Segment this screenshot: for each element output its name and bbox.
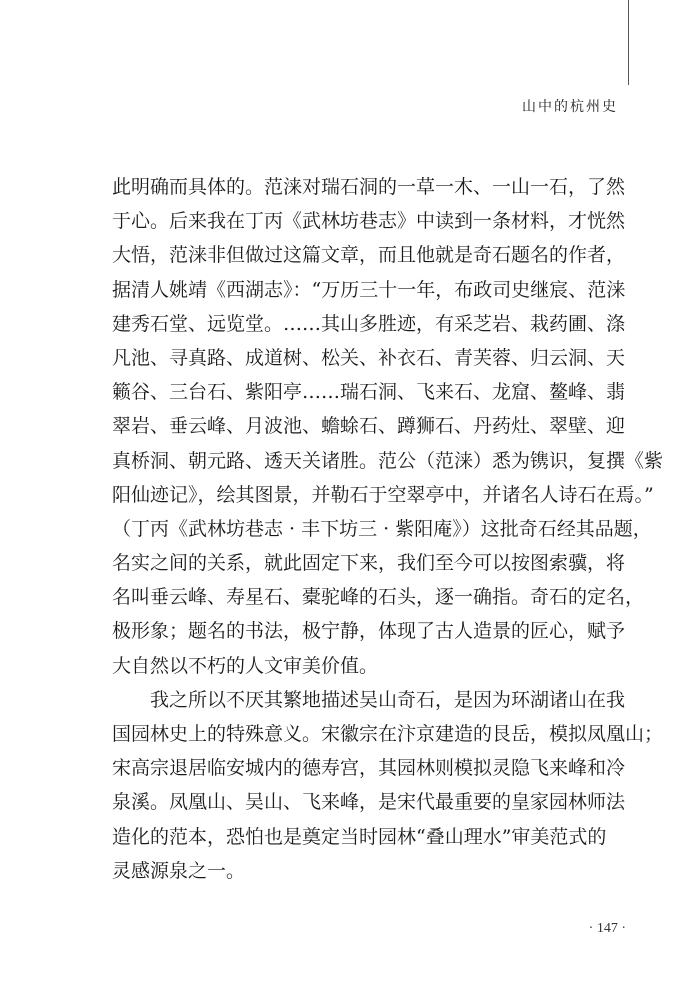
text-line: 灵感源泉之一。	[112, 859, 246, 882]
text-line: 我之所以不厌其繁地描述吴山奇石，是因为环湖诸山在我	[150, 688, 626, 711]
text-line: 造化的范本，恐怕也是奠定当时园林“叠山理水”审美范式的	[112, 825, 607, 848]
text-line: 此明确而具体的。范涞对瑞石洞的一草一木、一山一石，了然	[112, 176, 626, 198]
text-line: 真桥洞、朝元路、透天关诸胜。范公（范涞）悉为镌识，复撰《紫	[112, 449, 664, 472]
text-line: 翠岩、垂云峰、月波池、蟾蜍石、蹲狮石、丹药灶、翠壁、迎	[112, 415, 626, 438]
running-head: 山中的杭州史	[522, 99, 618, 115]
text-line: 籁谷、三台石、紫阳亭……瑞石洞、飞来石、龙窟、鳌峰、翡	[112, 381, 626, 404]
text-line: 于心。后来我在丁丙《武林坊巷志》中读到一条材料，才恍然	[112, 210, 626, 233]
text-line: 极形象；题名的书法，极宁静，体现了古人造景的匠心，赋予	[112, 620, 626, 643]
text-line: 国园林史上的特殊意义。宋徽宗在汴京建造的艮岳，模拟凤凰山；	[112, 723, 664, 745]
text-line: 名实之间的关系，就此固定下来，我们至今可以按图索骥，将	[112, 552, 626, 575]
page-edge-rule	[628, 0, 629, 85]
text-line: 泉溪。凤凰山、吴山、飞来峰，是宋代最重要的皇家园林师法	[112, 791, 626, 814]
text-line: 凡池、寻真路、成道树、松关、补衣石、青芙蓉、归云洞、天	[112, 346, 626, 369]
text-line: 宋高宗退居临安城内的德寿宫，其园林则模拟灵隐飞来峰和冷	[112, 757, 626, 780]
body-text	[112, 170, 664, 888]
page-number: · 147 ·	[588, 921, 626, 936]
text-line: 大悟，范涞非但做过这篇文章，而且他就是奇石题名的作者，	[112, 244, 626, 267]
text-line: 名叫垂云峰、寿星石、橐驼峰的石头，逐一确指。奇石的定名，	[112, 586, 645, 609]
text-line: （丁丙《武林坊巷志 · 丰下坊三 · 紫阳庵》）这批奇石经其品题，	[112, 517, 652, 540]
text-line: 大自然以不朽的人文审美价值。	[112, 654, 379, 677]
text-line: 据清人姚靖《西湖志》：“万历三十一年，布政司史继宸、范涞	[112, 278, 626, 301]
text-line: 建秀石堂、远览堂。……其山多胜迹，有采芝岩、栽药圃、涤	[112, 312, 626, 335]
text-line: 阳仙迹记》，绘其图景，并勒石于空翠亭中，并诸名人诗石在焉。”	[112, 483, 654, 506]
